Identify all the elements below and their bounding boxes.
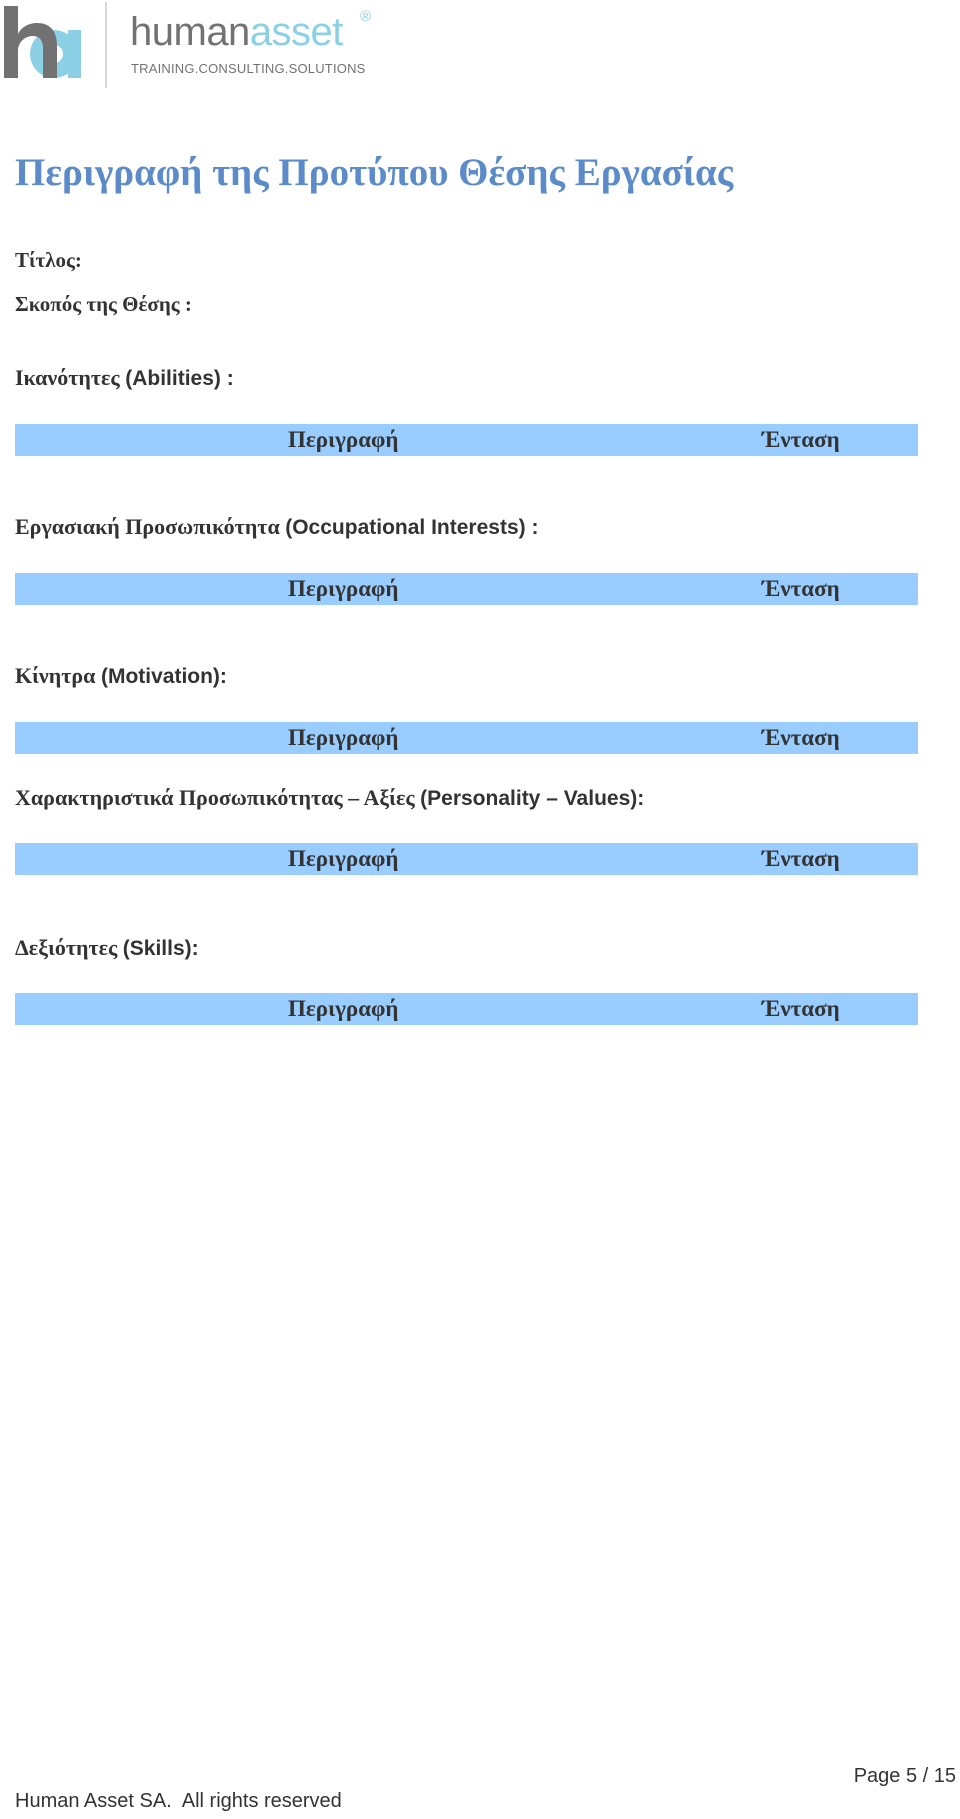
section-heading-occupational-interests [15,514,538,540]
column-header-description: Περιγραφή [288,996,399,1021]
section-heading-english: (Occupational Interests) : [285,516,539,539]
section-heading-motivation [15,663,227,689]
page-number: Page 5 / 15 [853,1765,956,1787]
column-header-description: Περιγραφή [288,576,399,601]
section-heading-abilities [15,365,234,391]
section-heading-english: (Motivation): [100,665,227,688]
section-heading-greek: Δεξιότητες [15,935,118,960]
table-header-row [15,424,918,456]
table-header-row [15,843,918,875]
column-header-description: Περιγραφή [288,427,399,452]
purpose-field-label: Σκοπός της Θέσης : [15,292,192,316]
section-heading-greek: Κίνητρα [15,663,96,688]
document-title: Περιγραφή της Προτύπου Θέσης Εργασίας [15,151,734,194]
column-header-intensity: Ένταση [762,996,840,1021]
section-heading-english: (Abilities) : [125,367,234,390]
logo-divider [105,2,107,88]
column-header-intensity: Ένταση [762,576,840,601]
brand-tagline: TRAINING.CONSULTING.SOLUTIONS [131,61,366,76]
section-heading-greek: Χαρακτηριστικά Προσωπικότητας – Αξίες [15,785,415,810]
brand-part-asset: asset [249,10,343,54]
registered-mark: ® [360,8,372,25]
column-header-intensity: Ένταση [762,725,840,750]
column-header-intensity: Ένταση [762,846,840,871]
section-heading-greek: Εργασιακή Προσωπικότητα [15,514,280,539]
section-heading-english: (Personality – Values): [420,787,645,810]
column-header-description: Περιγραφή [288,725,399,750]
title-field-label: Τίτλος: [15,248,82,272]
page-header [0,0,960,100]
table-header-row [15,573,918,605]
table-header-row [15,722,918,754]
section-heading-english: (Skills): [122,937,199,960]
ha-logo-icon [2,4,82,80]
column-header-description: Περιγραφή [288,846,399,871]
brand-name [130,12,343,52]
section-heading-personality-values [15,785,644,811]
brand-part-human: human [130,10,250,54]
column-header-intensity: Ένταση [762,427,840,452]
section-heading-skills [15,935,199,961]
section-heading-greek: Ικανότητες [15,365,120,390]
footer-copyright: Human Asset SA. All rights reserved [15,1790,342,1812]
table-header-row [15,993,918,1025]
